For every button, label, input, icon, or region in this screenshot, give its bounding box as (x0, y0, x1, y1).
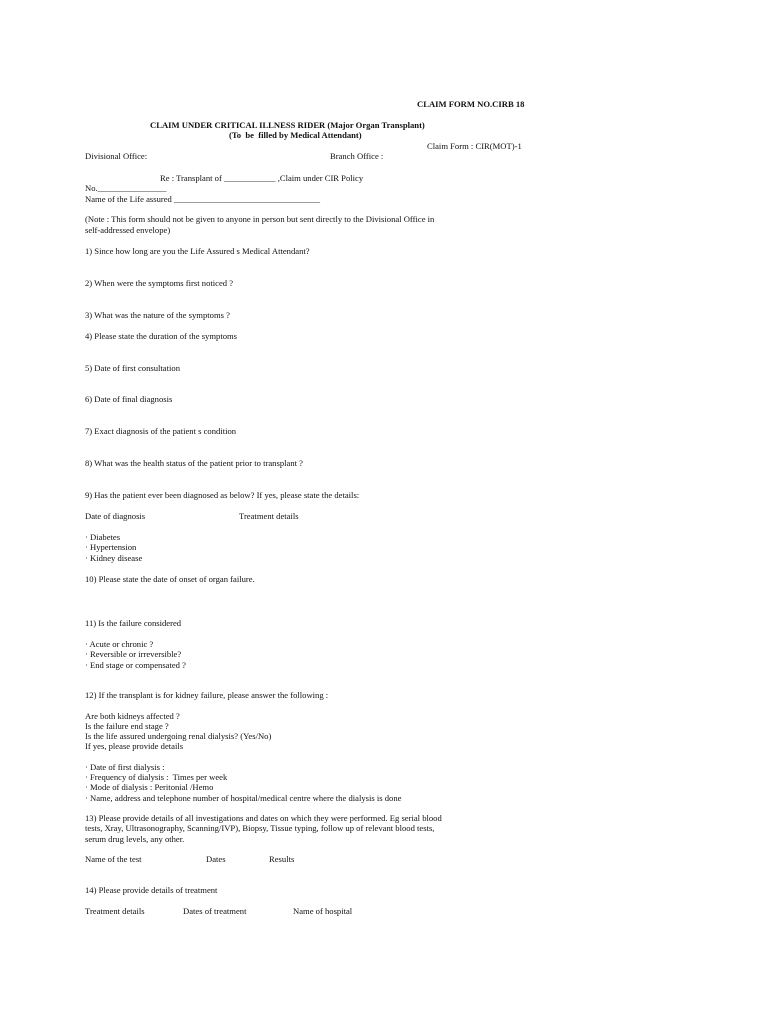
q12-item-hospital: · Name, address and telephone number of hospital/medical centre where the dialysis is done (85, 793, 402, 803)
question-12: 12) If the transplant is for kidney failure, please answer the following : (85, 690, 329, 700)
q9-item-diabetes: · Diabetes (85, 532, 121, 542)
q11-item-acute: · Acute or chronic ? (85, 639, 154, 649)
form-subtitle: (To be filled by Medical Attendant) (229, 130, 362, 140)
question-1: 1) Since how long are you the Life Assured s Medical Attendant? (85, 246, 310, 256)
q12-item-first-dialysis: · Date of first dialysis : (85, 762, 165, 772)
transplant-reference: Re : Transplant of ____________ ,Claim under CIR Policy (160, 173, 364, 183)
q11-item-reversible: · Reversible or irreversible? (85, 649, 182, 659)
q13-results-column: Results (269, 854, 295, 864)
divisional-office-label: Divisional Office: (85, 151, 148, 161)
question-3: 3) What was the nature of the symptoms ? (85, 310, 230, 320)
question-10: 10) Please state the date of onset of organ failure. (85, 574, 255, 584)
q12-line-dialysis: Is the life assured undergoing renal dialysis? (Yes/No) (85, 731, 272, 741)
q12-line-end-stage: Is the failure end stage ? (85, 721, 169, 731)
q14-hospital-column: Name of hospital (293, 906, 353, 916)
q14-treatment-column: Treatment details (85, 906, 145, 916)
question-11: 11) Is the failure considered (85, 618, 182, 628)
question-5: 5) Date of first consultation (85, 363, 180, 373)
question-13-line-1: 13) Please provide details of all investigations and dates on which they were performed. Eg serial blood (85, 813, 442, 823)
q9-item-kidney-disease: · Kidney disease (85, 553, 143, 563)
question-14: 14) Please provide details of treatment (85, 885, 218, 895)
q13-dates-column: Dates (206, 854, 226, 864)
form-code: Claim Form : CIR(MOT)-1 (427, 141, 522, 151)
question-6: 6) Date of final diagnosis (85, 394, 173, 404)
policy-number-field: No.________________ (85, 183, 167, 193)
question-8: 8) What was the health status of the patient prior to transplant ? (85, 458, 303, 468)
branch-office-label: Branch Office : (330, 151, 384, 161)
q12-item-mode: · Mode of dialysis : Peritonial /Hemo (85, 782, 214, 792)
q9-date-column: Date of diagnosis (85, 511, 146, 521)
q12-line-both-kidneys: Are both kidneys affected ? (85, 711, 180, 721)
q14-dates-column: Dates of treatment (183, 906, 247, 916)
question-7: 7) Exact diagnosis of the patient s condition (85, 426, 237, 436)
question-13-line-3: serum drug levels, any other. (85, 834, 185, 844)
question-13-line-2: tests, Xray, Ultrasonography, Scanning/IVP), Biopsy, Tissue typing, follow up of relevant blood tests, (85, 823, 435, 833)
note-line-2: self-addressed envelope) (85, 225, 171, 235)
note-line-1: (Note : This form should not be given to anyone in person but sent directly to the Divisional Office in (85, 214, 435, 224)
form-number: CLAIM FORM NO.CIRB 18 (417, 99, 525, 109)
question-4: 4) Please state the duration of the symptoms (85, 331, 238, 341)
q11-item-end-stage: · End stage or compensated ? (85, 660, 186, 670)
q9-treatment-column: Treatment details (239, 511, 299, 521)
q12-item-frequency: · Frequency of dialysis : Times per week (85, 772, 228, 782)
question-2: 2) When were the symptoms first noticed ? (85, 278, 234, 288)
form-title: CLAIM UNDER CRITICAL ILLNESS RIDER (Major Organ Transplant) (150, 120, 425, 130)
q12-line-provide-details: If yes, please provide details (85, 741, 184, 751)
q9-item-hypertension: · Hypertension (85, 542, 137, 552)
question-9: 9) Has the patient ever been diagnosed as below? If yes, please state the details: (85, 490, 360, 500)
life-assured-field: Name of the Life assured __________________________________ (85, 194, 321, 204)
q13-test-column: Name of the test (85, 854, 142, 864)
